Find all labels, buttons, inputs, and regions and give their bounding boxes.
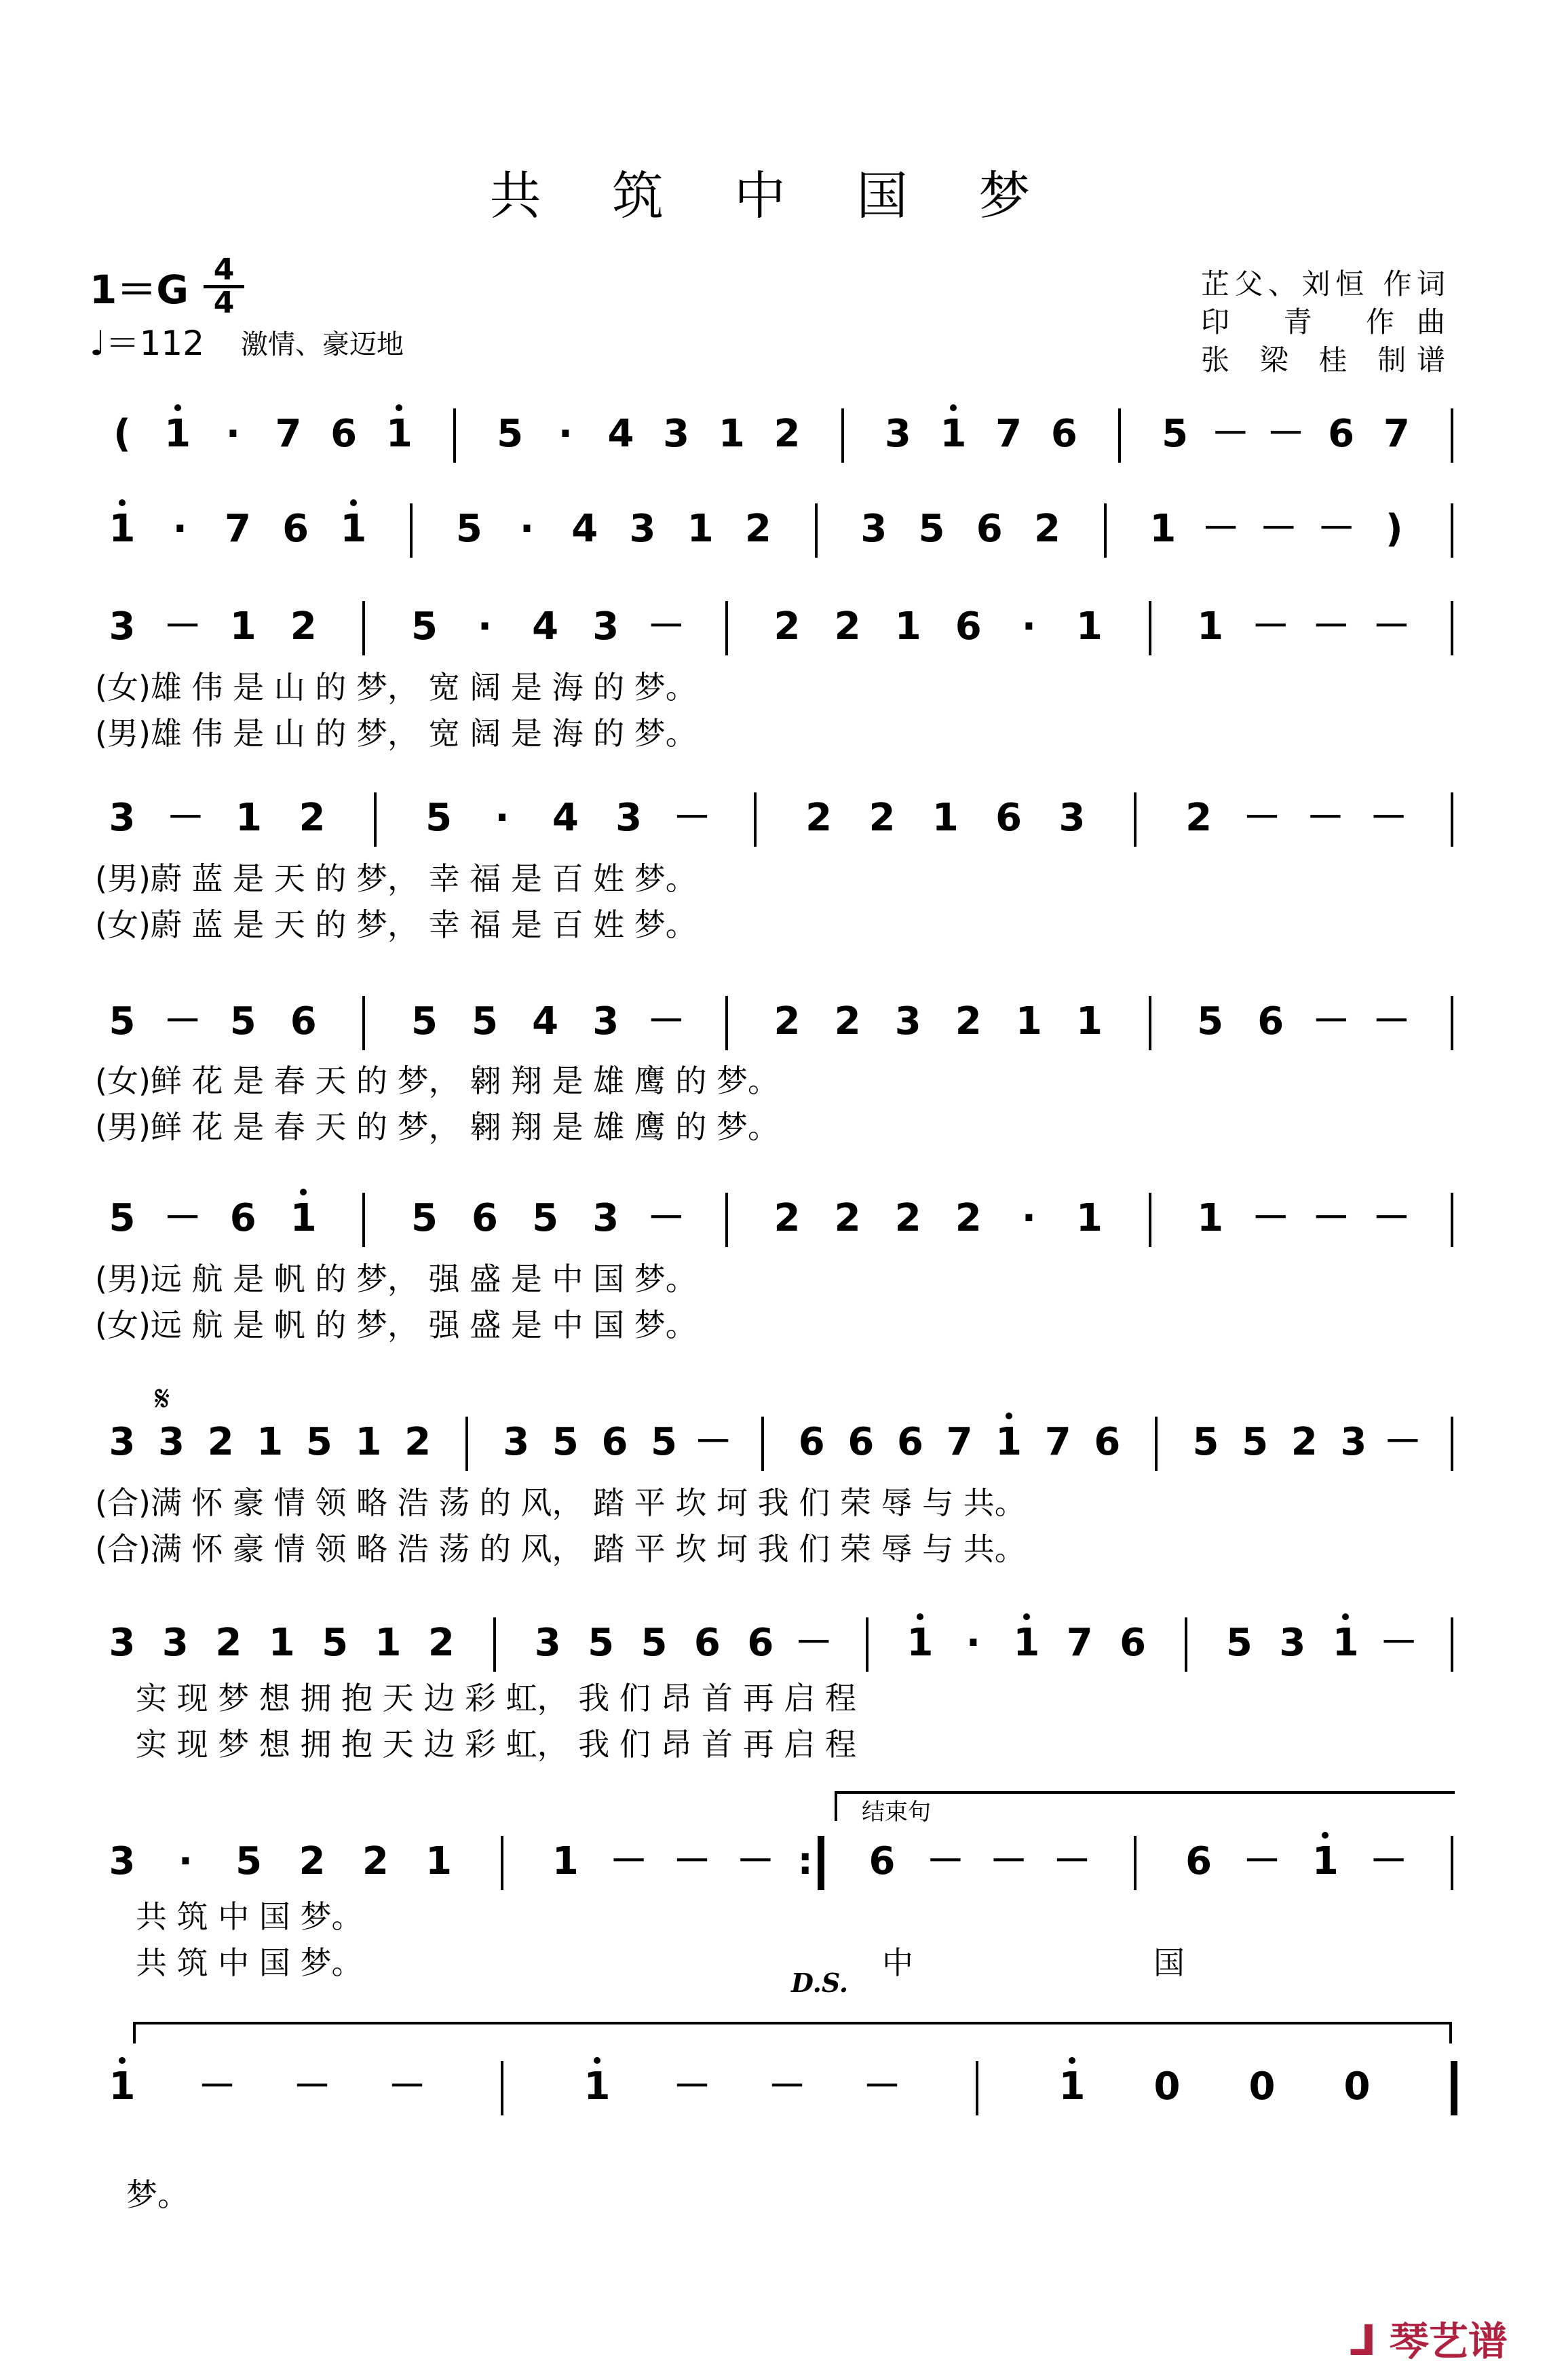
music-note: 1 bbox=[1015, 999, 1042, 1043]
music-note: 1 bbox=[1197, 1196, 1224, 1240]
song-title: 共 筑 中 国 梦 bbox=[489, 166, 1058, 226]
music-note: 0 bbox=[1153, 2065, 1181, 2109]
barline bbox=[1185, 1617, 1187, 1672]
music-note: 3 bbox=[629, 507, 656, 551]
barline bbox=[465, 1417, 468, 1471]
dash-note: － bbox=[1317, 507, 1356, 551]
dash-note: － bbox=[1369, 796, 1408, 840]
music-note: 5 bbox=[552, 1420, 579, 1464]
music-note: 1 bbox=[385, 412, 413, 456]
music-note: 2 bbox=[362, 1839, 389, 1883]
repeat-dots: : bbox=[797, 1839, 813, 1883]
music-note: 6 bbox=[1328, 412, 1355, 456]
music-note: 3 bbox=[109, 796, 136, 840]
barline bbox=[1451, 1417, 1453, 1471]
music-note: 5 bbox=[109, 1196, 136, 1240]
music-note: 3 bbox=[615, 796, 643, 840]
music-note: 1 bbox=[268, 1621, 295, 1665]
music-note: · bbox=[558, 412, 573, 456]
music-note: 2 bbox=[894, 1196, 921, 1240]
music-note: 5 bbox=[305, 1420, 332, 1464]
lyric-line: (女)雄 伟 是 山 的 梦， 宽 阔 是 海 的 梦。 bbox=[95, 669, 697, 706]
music-note: 2 bbox=[299, 1839, 326, 1883]
music-note: 5 bbox=[1197, 999, 1224, 1043]
barline bbox=[1451, 601, 1453, 655]
octave-dot bbox=[350, 499, 357, 506]
music-note: 2 bbox=[774, 1196, 801, 1240]
music-note: 2 bbox=[834, 1196, 861, 1240]
music-note: 1 bbox=[1075, 999, 1103, 1043]
music-note: 1 bbox=[425, 1839, 453, 1883]
music-note: 1 bbox=[940, 412, 967, 456]
dash-note: － bbox=[164, 604, 202, 649]
watermark-text: 琴艺谱 bbox=[1389, 2318, 1508, 2364]
music-note: 2 bbox=[1185, 796, 1212, 840]
music-note: 6 bbox=[1185, 1839, 1212, 1883]
music-note: 5 bbox=[410, 604, 438, 649]
music-note: 3 bbox=[109, 1621, 136, 1665]
music-note: 3 bbox=[534, 1621, 561, 1665]
dash-note: － bbox=[1267, 412, 1305, 456]
key-signature: 1＝G bbox=[90, 267, 189, 313]
music-note: 5 bbox=[455, 507, 482, 551]
music-note: · bbox=[1021, 1196, 1036, 1240]
music-note: 2 bbox=[1033, 507, 1061, 551]
time-signature-bottom: 4 bbox=[213, 286, 235, 320]
music-note: 5 bbox=[235, 1839, 263, 1883]
music-note: 1 bbox=[1312, 1839, 1339, 1883]
music-note: 2 bbox=[774, 604, 801, 649]
music-note: 5 bbox=[410, 1196, 438, 1240]
barline bbox=[976, 2061, 978, 2115]
music-note: 1 bbox=[164, 412, 191, 456]
music-note: 6 bbox=[1257, 999, 1284, 1043]
music-note: 6 bbox=[330, 412, 358, 456]
music-note: 3 bbox=[860, 507, 887, 551]
music-note: 3 bbox=[592, 604, 619, 649]
dash-note: － bbox=[863, 2065, 901, 2109]
barline bbox=[493, 1617, 496, 1672]
music-note: 1 bbox=[552, 1839, 579, 1883]
dash-note: － bbox=[1251, 604, 1290, 649]
lyric-line: (男)蔚 蓝 是 天 的 梦， 幸 福 是 百 姓 梦。 bbox=[95, 860, 697, 897]
barline bbox=[362, 1193, 365, 1247]
dash-note: － bbox=[1306, 796, 1345, 840]
music-note: 2 bbox=[215, 1621, 242, 1665]
music-note: 5 bbox=[532, 1196, 559, 1240]
octave-dot bbox=[1322, 1832, 1329, 1839]
octave-dot bbox=[396, 404, 402, 411]
dash-note: － bbox=[1243, 796, 1281, 840]
music-note: 1 bbox=[1149, 507, 1177, 551]
music-note: 3 bbox=[894, 999, 921, 1043]
music-note: 3 bbox=[592, 999, 619, 1043]
music-note: 6 bbox=[747, 1621, 774, 1665]
music-note: 2 bbox=[868, 796, 896, 840]
music-note: ( bbox=[113, 412, 131, 456]
dash-note: － bbox=[673, 796, 711, 840]
music-note: 5 bbox=[918, 507, 945, 551]
dash-note: － bbox=[989, 1839, 1028, 1883]
music-note: 2 bbox=[955, 999, 982, 1043]
music-note: 5 bbox=[322, 1621, 349, 1665]
music-note: 0 bbox=[1343, 2065, 1371, 2109]
music-note: · bbox=[1021, 604, 1036, 649]
music-note: · bbox=[172, 507, 187, 551]
barline bbox=[815, 503, 818, 558]
music-note: 1 bbox=[1075, 604, 1103, 649]
music-note: 6 bbox=[229, 1196, 256, 1240]
music-note: 3 bbox=[503, 1420, 530, 1464]
music-note: 5 bbox=[410, 999, 438, 1043]
lyric-line: (合)满 怀 豪 情 领 略 浩 荡 的 风， 踏 平 坎 坷 我 们 荣 辱 与 共。 bbox=[95, 1484, 1026, 1521]
lyric-line: (合)满 怀 豪 情 领 略 浩 荡 的 风， 踏 平 坎 坷 我 们 荣 辱 与 共。 bbox=[95, 1531, 1026, 1567]
music-note: 5 bbox=[472, 999, 499, 1043]
barline bbox=[1451, 503, 1453, 558]
barline bbox=[866, 1617, 868, 1672]
music-note: 2 bbox=[774, 412, 801, 456]
ds-mark: D.S. bbox=[791, 1968, 849, 1998]
music-note: 6 bbox=[976, 507, 1003, 551]
music-note: 2 bbox=[744, 507, 771, 551]
dash-note: － bbox=[926, 1839, 965, 1883]
music-note: 3 bbox=[663, 412, 690, 456]
music-note: 7 bbox=[1044, 1420, 1071, 1464]
barline bbox=[1155, 1417, 1158, 1471]
music-note: 3 bbox=[161, 1621, 189, 1665]
dash-note: － bbox=[1202, 507, 1240, 551]
music-note: 7 bbox=[1383, 412, 1410, 456]
music-note: 2 bbox=[427, 1621, 455, 1665]
music-note: 4 bbox=[532, 999, 559, 1043]
music-note: 0 bbox=[1248, 2065, 1276, 2109]
octave-dot bbox=[119, 499, 126, 506]
octave-dot bbox=[1069, 2057, 1075, 2064]
music-note: 5 bbox=[425, 796, 453, 840]
barline bbox=[841, 408, 844, 463]
barline bbox=[1149, 601, 1151, 655]
music-note: · bbox=[225, 412, 240, 456]
lyric-line: (女)蔚 蓝 是 天 的 梦， 幸 福 是 百 姓 梦。 bbox=[95, 906, 697, 943]
credit-score: 张 梁 桂 制谱 bbox=[1201, 343, 1445, 377]
barline bbox=[1451, 1617, 1453, 1672]
watermark-logo bbox=[1349, 2309, 1508, 2366]
barline bbox=[362, 996, 365, 1050]
octave-dot bbox=[174, 404, 181, 411]
octave-dot bbox=[1023, 1613, 1030, 1620]
music-note: 1 bbox=[375, 1621, 402, 1665]
music-note: 1 bbox=[1013, 1621, 1040, 1665]
barline bbox=[501, 1836, 503, 1890]
dash-note: － bbox=[164, 999, 202, 1043]
dash-note: － bbox=[164, 1196, 202, 1240]
dash-note: － bbox=[647, 1196, 685, 1240]
music-note: 3 bbox=[109, 1420, 136, 1464]
music-note: 5 bbox=[1225, 1621, 1253, 1665]
barline bbox=[1149, 996, 1151, 1050]
dash-note: － bbox=[1312, 604, 1350, 649]
music-note: 3 bbox=[884, 412, 911, 456]
music-note: 2 bbox=[290, 604, 317, 649]
lyric-line: (女)远 航 是 帆 的 梦， 强 盛 是 中 国 梦。 bbox=[95, 1307, 697, 1343]
music-note: 1 bbox=[894, 604, 921, 649]
credit-lyrics: 芷父、刘恒 作词 bbox=[1201, 267, 1445, 301]
music-note: 6 bbox=[1050, 412, 1077, 456]
barline bbox=[453, 408, 456, 463]
music-note: 1 bbox=[1075, 1196, 1103, 1240]
music-note: 4 bbox=[532, 604, 559, 649]
music-note: · bbox=[178, 1839, 193, 1883]
barline bbox=[1451, 1836, 1453, 1890]
barline bbox=[1118, 408, 1121, 463]
music-note: 1 bbox=[290, 1196, 317, 1240]
lyric-line: 实 现 梦 想 拥 抱 天 边 彩 虹， 我 们 昂 首 再 启 程 bbox=[136, 1680, 856, 1716]
music-note: 4 bbox=[607, 412, 634, 456]
lyric-line: (女)鲜 花 是 春 天 的 梦， 翱 翔 是 雄 鹰 的 梦。 bbox=[95, 1062, 779, 1099]
music-note: 3 bbox=[592, 1196, 619, 1240]
music-note: 2 bbox=[955, 1196, 982, 1240]
barline bbox=[1134, 792, 1137, 847]
barline bbox=[501, 2061, 503, 2115]
music-note: 2 bbox=[299, 796, 326, 840]
music-note: 5 bbox=[588, 1621, 615, 1665]
music-note: · bbox=[477, 604, 493, 649]
dash-note: － bbox=[673, 1839, 711, 1883]
dash-note: － bbox=[768, 2065, 806, 2109]
music-note: 3 bbox=[158, 1420, 185, 1464]
dash-note: － bbox=[1379, 1621, 1418, 1665]
barline bbox=[761, 1417, 764, 1471]
barline bbox=[1451, 996, 1453, 1050]
music-note: 6 bbox=[995, 796, 1023, 840]
music-note: 3 bbox=[109, 604, 136, 649]
music-note: 4 bbox=[552, 796, 579, 840]
barline bbox=[725, 1193, 728, 1247]
dash-note: － bbox=[1369, 1839, 1408, 1883]
lyric-line: (男)鲜 花 是 春 天 的 梦， 翱 翔 是 雄 鹰 的 梦。 bbox=[95, 1109, 779, 1145]
music-note: 5 bbox=[1242, 1420, 1269, 1464]
music-note: 1 bbox=[235, 796, 263, 840]
music-note: 7 bbox=[275, 412, 302, 456]
music-note: 6 bbox=[601, 1420, 628, 1464]
music-note: 6 bbox=[847, 1420, 875, 1464]
music-note: 5 bbox=[1192, 1420, 1219, 1464]
time-signature bbox=[204, 252, 244, 320]
music-note: 5 bbox=[651, 1420, 677, 1464]
music-note: 7 bbox=[995, 412, 1023, 456]
dash-note: － bbox=[1251, 1196, 1290, 1240]
dash-note: － bbox=[1372, 604, 1411, 649]
dash-note: － bbox=[1312, 1196, 1350, 1240]
music-note: 7 bbox=[1066, 1621, 1093, 1665]
lyric-line: (男)雄 伟 是 山 的 梦， 宽 阔 是 海 的 梦。 bbox=[95, 715, 697, 752]
music-note: 1 bbox=[687, 507, 714, 551]
octave-dot bbox=[594, 2057, 600, 2064]
music-note: 6 bbox=[693, 1621, 721, 1665]
music-note: 2 bbox=[834, 999, 861, 1043]
barline bbox=[1451, 408, 1453, 463]
music-note: 2 bbox=[207, 1420, 234, 1464]
dash-note: － bbox=[1312, 999, 1350, 1043]
expression-marking: 激情、豪迈地 bbox=[241, 329, 404, 360]
music-note: 1 bbox=[256, 1420, 284, 1464]
music-note: 7 bbox=[946, 1420, 973, 1464]
music-note: 6 bbox=[290, 999, 317, 1043]
music-note: 5 bbox=[641, 1621, 668, 1665]
lyric-line: 共 筑 中 国 梦。 bbox=[136, 1944, 363, 1981]
music-note: 1 bbox=[906, 1621, 934, 1665]
music-note: 1 bbox=[340, 507, 367, 551]
dash-note: － bbox=[647, 604, 685, 649]
lyric-word: 国 bbox=[1153, 1944, 1185, 1981]
dash-note: － bbox=[388, 2065, 426, 2109]
dash-note: － bbox=[647, 999, 685, 1043]
dash-note: － bbox=[1243, 1839, 1281, 1883]
dash-note: － bbox=[293, 2065, 331, 2109]
barline bbox=[1134, 1836, 1137, 1890]
lyric-line: 共 筑 中 国 梦。 bbox=[136, 1898, 363, 1935]
music-note: 1 bbox=[229, 604, 256, 649]
music-note: 2 bbox=[404, 1420, 432, 1464]
dash-note: － bbox=[1372, 999, 1411, 1043]
barline bbox=[1149, 1193, 1151, 1247]
octave-dot bbox=[1342, 1613, 1349, 1620]
music-note: 5 bbox=[229, 999, 256, 1043]
music-note: · bbox=[495, 796, 510, 840]
music-note: 1 bbox=[1332, 1621, 1359, 1665]
music-note: 6 bbox=[1120, 1621, 1147, 1665]
barline bbox=[1451, 1193, 1453, 1247]
lyric-line: 实 现 梦 想 拥 抱 天 边 彩 虹， 我 们 昂 首 再 启 程 bbox=[136, 1726, 856, 1763]
music-note: 2 bbox=[834, 604, 861, 649]
time-signature-top: 4 bbox=[204, 255, 244, 288]
music-note: 1 bbox=[355, 1420, 382, 1464]
barline bbox=[1451, 792, 1453, 847]
octave-dot bbox=[1006, 1413, 1012, 1419]
dash-note: － bbox=[694, 1420, 733, 1464]
music-note: 5 bbox=[109, 999, 136, 1043]
barline bbox=[410, 503, 413, 558]
barline bbox=[754, 792, 757, 847]
music-note: 1 bbox=[1197, 604, 1224, 649]
octave-dot bbox=[300, 1189, 307, 1195]
music-note: 6 bbox=[896, 1420, 923, 1464]
dash-note: － bbox=[1211, 412, 1250, 456]
music-note: 5 bbox=[497, 412, 524, 456]
music-note: 1 bbox=[718, 412, 745, 456]
dash-note: － bbox=[1259, 507, 1298, 551]
music-note: · bbox=[966, 1621, 981, 1665]
music-note: 4 bbox=[571, 507, 598, 551]
dash-note: － bbox=[166, 796, 205, 840]
music-note: 6 bbox=[955, 604, 982, 649]
lyric-line: (男)远 航 是 帆 的 梦， 强 盛 是 中 国 梦。 bbox=[95, 1261, 697, 1297]
music-note: 2 bbox=[774, 999, 801, 1043]
dash-note: － bbox=[1372, 1196, 1411, 1240]
dash-note: － bbox=[609, 1839, 648, 1883]
music-note: 6 bbox=[798, 1420, 825, 1464]
music-note: 2 bbox=[805, 796, 833, 840]
music-note: ) bbox=[1385, 507, 1403, 551]
dash-note: － bbox=[198, 2065, 236, 2109]
dash-note: － bbox=[736, 1839, 775, 1883]
barline bbox=[1104, 503, 1107, 558]
barline bbox=[362, 601, 365, 655]
dash-note: － bbox=[1053, 1839, 1091, 1883]
music-note: 1 bbox=[109, 507, 136, 551]
octave-dot bbox=[950, 404, 957, 411]
ending-label: 结束句 bbox=[862, 1799, 931, 1826]
lyric-word: 中 bbox=[882, 1944, 913, 1981]
music-note: 7 bbox=[224, 507, 251, 551]
music-note: 1 bbox=[584, 2065, 611, 2109]
tempo-marking: ♩＝112 bbox=[90, 324, 205, 363]
music-note: 6 bbox=[282, 507, 309, 551]
segno-sign: 𝄋 bbox=[155, 1379, 170, 1419]
octave-dot bbox=[917, 1613, 923, 1620]
music-note: 1 bbox=[109, 2065, 136, 2109]
music-note: · bbox=[519, 507, 535, 551]
music-note: 3 bbox=[1058, 796, 1086, 840]
logo-icon: ⅃ bbox=[1349, 2316, 1376, 2365]
music-note: 3 bbox=[1279, 1621, 1306, 1665]
lyric-line: 梦。 bbox=[126, 2176, 189, 2213]
music-note: 2 bbox=[1291, 1420, 1318, 1464]
music-note: 6 bbox=[1094, 1420, 1121, 1464]
music-note: 1 bbox=[932, 796, 959, 840]
music-note: 1 bbox=[1058, 2065, 1086, 2109]
barline bbox=[725, 996, 728, 1050]
music-note: 6 bbox=[868, 1839, 896, 1883]
music-note: 3 bbox=[109, 1839, 136, 1883]
barline bbox=[374, 792, 377, 847]
dash-note: － bbox=[673, 2065, 711, 2109]
music-note: 3 bbox=[1340, 1420, 1367, 1464]
music-note: 1 bbox=[995, 1420, 1023, 1464]
dash-note: － bbox=[1383, 1420, 1422, 1464]
barline bbox=[725, 601, 728, 655]
barline bbox=[1451, 2061, 1457, 2115]
credit-music: 印 青 作曲 bbox=[1201, 305, 1445, 339]
music-note: 6 bbox=[472, 1196, 499, 1240]
ending-bracket bbox=[133, 2022, 1452, 2043]
dash-note: － bbox=[795, 1621, 833, 1665]
octave-dot bbox=[119, 2057, 126, 2064]
music-note: 5 bbox=[1162, 412, 1189, 456]
